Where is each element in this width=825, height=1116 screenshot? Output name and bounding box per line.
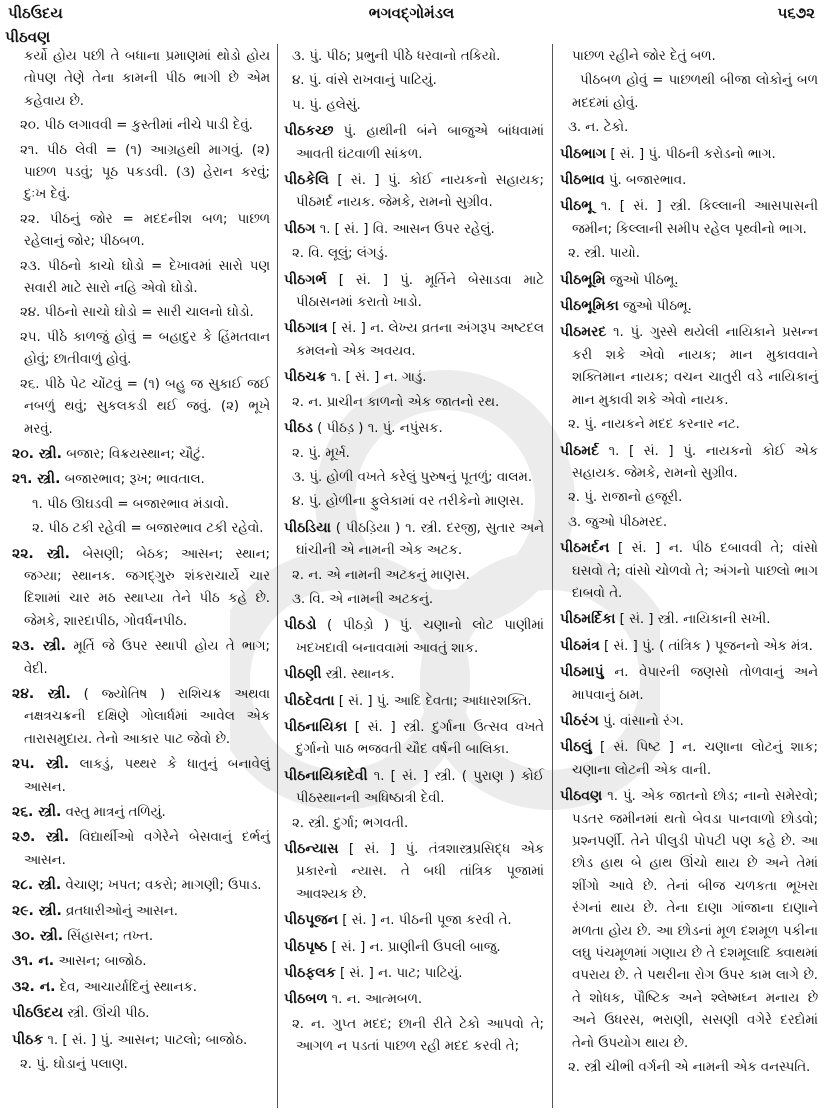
headword: ૨૧. સ્ત્રી. — [12, 471, 61, 488]
headword: ૩૧. ન. — [12, 953, 55, 970]
entry-sense — [12, 683, 270, 751]
entry-sense — [560, 414, 818, 436]
dictionary-entry — [12, 1029, 270, 1052]
entry-sense — [12, 443, 270, 466]
column-divider — [552, 44, 553, 1108]
headword: પીઠપૃષ્ઠ — [284, 938, 328, 955]
definition-text: ૨. પું. રાજાનો હજૂરી. — [568, 490, 683, 506]
dictionary-entry — [12, 1002, 270, 1025]
headword: પીઠમર્દ — [560, 442, 599, 459]
column-1 — [12, 46, 270, 1078]
entry-sense — [12, 46, 270, 113]
definition-text: ( પીઠડ઼િયા ) ૧. સ્ત્રી. દરજી, સુતાર અને ઘાંચીની એ નામની એક અટક. — [296, 520, 544, 559]
headword: ૩૦. સ્ત્રી. — [12, 928, 64, 945]
definition-text: [ સં. ] ન. પીઠ દબાવવી તે; વાંસો ઘસવો તે; વાંસો ચોળવો તે; અંગનો પાછલો ભાગ દાબવો તે. — [572, 541, 819, 601]
headword: પીઠન્યાસ — [284, 841, 339, 857]
entry-sense — [284, 467, 544, 489]
definition-text: સ્ત્રી. સ્થાનક. — [325, 667, 395, 683]
dictionary-entry — [560, 440, 818, 486]
headword: પીઠપૂજન — [284, 912, 338, 929]
headword: પીઠગાત્ર — [284, 320, 328, 337]
dictionary-entry — [560, 169, 818, 192]
headword: પીઠચક્ર — [284, 369, 327, 386]
dictionary-entry — [284, 716, 544, 762]
dictionary-entry — [560, 785, 818, 1055]
dictionary-entry — [560, 321, 818, 412]
entry-sense — [12, 635, 270, 681]
entry-sense — [12, 874, 270, 897]
entry-sense — [12, 950, 270, 973]
entry-sense — [12, 900, 270, 923]
book-title: ભગવદ્ગોમંડલ — [368, 4, 455, 22]
entry-sense — [284, 243, 544, 265]
dictionary-entry — [284, 218, 544, 241]
definition-text: પું. હાથીની બંને બાજુએ બાંધવામાં આવતી ઘંટવાળી સાંકળ. — [296, 124, 544, 162]
column-3 — [560, 46, 818, 1081]
definition-text: ૨૦. પીઠ લગાવવી = કુસ્તીમાં નીચે પાડી દેવું. — [20, 118, 253, 134]
definition-text: [ સં. ] પું. મૂર્તિને બેસાડવા માટે પીઠાસનમાં કરાતો ખાડો. — [296, 272, 544, 311]
dictionary-entry — [284, 269, 544, 315]
dictionary-entry — [284, 169, 544, 215]
headword: પીઠભૂમિ — [560, 271, 606, 288]
dictionary-entry — [560, 736, 818, 782]
headword: ૨૩. સ્ત્રી. — [12, 638, 66, 655]
dictionary-entry — [284, 317, 544, 363]
dictionary-entry — [560, 295, 818, 318]
entry-sense — [284, 1014, 544, 1059]
definition-text: સ્ત્રી. ઊંચી પીઠ. — [67, 1006, 150, 1022]
definition-text: ૧. પું. એક જાતનો છોડ; નાનો સમેરવો; પડતર જમીનમાં થતો બેવડા પાનવાળો છોડવો; પ્રશ્નપર્ણી. તેને પીલુડી પોપટી પણ કહે છે. આ છોડ હાથ બે હાથ ઊંચો થાય છે અને તેમાં શીંગો આવે છે. તેનાં બીજ ચળકતા ભૂખરા રંગનાં થાય છે. તેના દાણા ગાંજાના દાણાને મળતા હોય છે. આ છોડનાં મૂળ દશમૂળ પકીના લઘુ પંચમૂળમાં ગણાય છે તે દશમૂલાદિ ક્વાથમાં વપરાય છે. તે પથરીના રોગ ઉપર કામ લાગે છે. તે શોધક, પૌષ્ટિક અને શ્લેષ્મઘ્ન મનાય છે અને ઉધરસ, ભરાણી, સસણી વગેરે દરદોમાં તેનો ઉપયોગ થાય છે. — [572, 789, 818, 1051]
dictionary-entry — [284, 765, 544, 811]
definition-text: લાકડું, પથ્થર કે ધાતુનું બનાવેલું આસન. — [24, 757, 270, 795]
definition-text: વસ્તુ માત્રનું તળિયું. — [65, 805, 166, 820]
headword: ૨૯. સ્ત્રી. — [12, 902, 62, 919]
entry-sense — [12, 518, 270, 540]
definition-text: બજાર; વિક્રયસ્થાન; ચૌટું. — [66, 446, 206, 462]
entry-sense — [560, 70, 818, 115]
definition-text: [ સં. ] ન. પાટ; પાટિયું. — [339, 966, 463, 982]
running-header — [8, 4, 815, 26]
headword: પીઠબળ — [284, 991, 328, 1008]
headword: પીઠભાગ — [560, 145, 607, 162]
entry-sense — [12, 826, 270, 872]
definition-text: ૧. [ સં. ] પું. નાયકનો કોઈ એક સહાયક. જેમકે, રામનો સુગ્રીવ. — [572, 443, 819, 481]
entry-sense — [560, 1057, 818, 1079]
dictionary-entry — [560, 608, 818, 631]
entry-sense — [12, 753, 270, 799]
headword: પીઠભાવ — [560, 172, 605, 189]
definition-text: [ સં. ] સ્ત્રી. દુર્ગાના ઉત્સવ વખતે દુર્ગાનો પાઠ ભજવતી ચૌદ વર્ષની બાલિકા. — [296, 719, 544, 758]
definition-text: ૨. સ્ત્રી ચીભી વર્ગની એ નામની એક વનસ્પતિ. — [568, 1060, 811, 1076]
entry-sense — [12, 256, 270, 301]
entry-sense — [560, 117, 818, 139]
definition-text: ૨૧. પીઠ લેવી = (૧) આગ્રહથી માગવું. (૨) પાછળ પડવું; પૂઠ પકડવી. (૩) હેરાન કરવું; દુઃખ દેવું. — [20, 142, 270, 203]
headword: પીઠમંત્ર — [560, 637, 600, 654]
headword: પીઠનાયિકા — [284, 718, 348, 735]
definition-text: [ સં. ] પું. ( તાંત્રિક ) પૂજનનો એક મંત્ર. — [603, 638, 813, 654]
definition-text: ૩. પું. પીઠ; પ્રભુની પીઠે ધરવાનો તકિયો. — [292, 49, 501, 64]
headword: ૨૫. સ્ત્રી. — [12, 756, 70, 773]
dictionary-entry — [284, 614, 544, 660]
entry-sense — [560, 243, 818, 265]
definition-text: વિદ્યાર્થીઓ વગેરેને બેસવાનું દર્ભનું આસન. — [24, 830, 270, 868]
definition-text: ( પીઠડ઼ ) ૧. પું. નપુંસક. — [317, 421, 443, 437]
definition-text: બજારભાવ; રૂખ; ભાવતાલ. — [64, 472, 205, 488]
headword: પીઠલું — [560, 739, 592, 756]
definition-text: [ સં. ] સ્ત્રી. નાયિકાની સખી. — [619, 612, 771, 628]
definition-text: કર્યો હોય પછી તે બધાના પ્રમાણમાં થોડો હોય તોપણ તેણે તેના કામની પીઠ ભાગી છે એમ કહેવાય છે. — [24, 49, 270, 109]
dictionary-entry — [284, 909, 544, 932]
definition-text: ૩. જુઓ પીઠમરદ. — [568, 514, 668, 530]
headword: પીઠનાયિકાદેવી — [284, 767, 368, 784]
right-guide-word: પીઠવણ — [5, 28, 51, 46]
headword: પીઠવણ — [560, 788, 603, 805]
column-divider — [277, 44, 278, 1108]
definition-text: ૨. પું. ઘોડાનું પલાણ. — [20, 1057, 128, 1073]
definition-text: ૨. પીઠ ટકી રહેવી = બજારભાવ ટકી રહેવો. — [32, 521, 264, 537]
entry-sense — [12, 801, 270, 824]
entry-sense — [12, 925, 270, 948]
definition-text: ૨. ન. ગુપ્ત મદદ; છાની રીતે ટેકો આપવો તે; આગળ ન પડતાં પાછળ રહી મદદ કરવી તે; — [292, 1016, 544, 1055]
definition-text: ૨૬. પીઠે પેટ ચોંટવું = (૧) બહુ જ સુકાઈ જઈ નબળું થવું; સુકલકડી થઈ જવું. (૨) ભૂખે મરવું. — [20, 376, 270, 437]
headword: પીઠક — [12, 1031, 44, 1048]
entry-sense — [284, 443, 544, 465]
dictionary-entry — [560, 635, 818, 658]
definition-text: સિંહાસન; તખ્ત. — [67, 929, 154, 945]
definition-text: જુઓ પીઠભૂ. — [623, 299, 692, 315]
dictionary-entry — [284, 690, 544, 713]
dictionary-entry — [560, 661, 818, 707]
headword: પીઠભૂ — [560, 198, 593, 215]
definition-text: વ્રતધારીઓનું આસન. — [66, 903, 178, 919]
definition-text: ૨. વિ. લૂલું; લંગડું. — [292, 246, 389, 262]
definition-text: મૂર્તિ જે ઉપર સ્થાપી હોય તે ભાગ; વેદી. — [24, 639, 270, 677]
definition-text: ૧. [ સં. ] સ્ત્રી. કિલ્લાની આસપાસની જમીન; કિલ્લાની સમીપ રહેલ પૃથ્વીનો ભાગ. — [572, 199, 818, 237]
dictionary-entry — [560, 269, 818, 292]
dictionary-entry — [284, 936, 544, 959]
definition-text: [ સં. ] પું. કોઈ નાયકનો સહાયક; પીઠમર્દ નાયક. જેમકે, રામનો સુગ્રીવ. — [296, 173, 544, 211]
definition-text: ૨. ન. પ્રાચીન કાળનો એક જાતનો રથ. — [292, 394, 500, 410]
definition-text: [ સં. ] ન. લેખ્ય વ્રતના અંગરૂપ અષ્ટદલ કમલનો એક અવયવ. — [296, 321, 544, 359]
definition-text: ૩. ન. ટેકો. — [568, 120, 629, 136]
dictionary-entry — [284, 962, 544, 985]
definition-text: ૪. પું. વાંસે રાખવાનું પાટિયું. — [292, 73, 437, 89]
definition-text: ૨૫. પીઠે કાળજું હોવું = બહાદુર કે હિંમતવાન હોવું; છાતીવાળું હોવું. — [20, 329, 270, 368]
definition-text: આસન; બાજોઠ. — [58, 954, 147, 970]
entry-sense — [12, 543, 270, 634]
entry-sense — [12, 115, 270, 137]
entry-sense — [12, 374, 270, 441]
entry-sense — [284, 491, 544, 513]
headword: પીઠગર્ભ — [284, 271, 327, 288]
definition-text: પું. બજારભાવ. — [608, 173, 687, 189]
column-2 — [284, 46, 544, 1061]
headword: ૨૭. સ્ત્રી. — [12, 829, 70, 846]
definition-text: [ સં. ] પું. આદિ દેવતા; આધારશક્તિ. — [338, 693, 532, 709]
definition-text: ૧. [ સં. ] સ્ત્રી. ( પુરાણ ) કોઈ પીઠસ્થાનની અધિષ્ઠાત્રી દેવી. — [296, 768, 545, 807]
dictionary-entry — [284, 663, 544, 686]
headword: પીઠકેલિ — [284, 172, 329, 189]
headword: પીઠણી — [284, 666, 322, 683]
definition-text: ૩. વિ. એ નામની અટકનું. — [292, 591, 434, 607]
dictionary-entry — [560, 195, 818, 241]
definition-text: ૨૪. પીઠનો સાચો ઘોડો = સારી ચાલનો ઘોડો. — [20, 305, 254, 321]
entry-sense — [284, 70, 544, 92]
definition-text: ૧. પું. ગુસ્સે થયેલી નાયિકાને પ્રસન્ન કરી શકે એવો નાયક; માન મુકાવવાને શક્તિમાન નાયક; વચન ચાતુરી વડે નાયિકાનું માન મુકાવી શકે એવો નાયક. — [572, 325, 818, 408]
entry-sense — [560, 512, 818, 534]
definition-text: વેચાણ; ખપત; વકરો; માગણી; ઉપાડ. — [65, 878, 262, 894]
headword: પીઠડિયા — [284, 519, 331, 536]
entry-sense — [12, 302, 270, 324]
definition-text: ૨૨. પીઠનું જોર = મદદનીશ બળ; પાછળ રહેલાનું જોર; પીઠબળ. — [20, 211, 270, 250]
entry-sense — [12, 468, 270, 491]
headword: પીઠમરદ — [560, 324, 607, 341]
definition-text: ૧. પીઠ ઊઘડવી = બજારભાવ મંડાવો. — [32, 496, 229, 512]
entry-sense — [12, 976, 270, 999]
definition-text: ૨૩. પીઠનો કાચો ઘોડો = દેખાવમાં સારો પણ સવારી માટે સારો નહિ એવો ઘોડો. — [20, 258, 270, 297]
dictionary-entry — [284, 120, 544, 166]
headword: પીઠમર્દિકા — [560, 611, 616, 628]
headword: પીઠમર્દન — [560, 540, 610, 557]
dictionary-entry — [560, 537, 818, 605]
dictionary-entry — [284, 517, 544, 563]
headword: પીઠકચ્છ — [284, 123, 334, 140]
entry-sense — [284, 392, 544, 414]
headword: ૩૨. ન. — [12, 978, 56, 995]
definition-text: ૧. [ સં. ] પું. આસન; પાટલો; બાજોઠ. — [47, 1032, 248, 1048]
entry-sense — [284, 813, 544, 835]
definition-text: ૫. પું. હલેસું. — [292, 97, 361, 113]
entry-sense — [284, 46, 544, 68]
headword: પીઠઉદય — [12, 1005, 64, 1022]
definition-text: ( જ્યોતિષ ) રાશિચક્ર અથવા નક્ષત્રચક્રની દક્ષિણે ગોલાર્ધમાં આવેલ એક તારાસમુદાય. તેનો આકાર પાટ જેવો છે. — [24, 686, 270, 747]
headword: પીઠડો — [284, 617, 317, 634]
definition-text: ન. વેપારની જણસો તોળવાનું અને માપવાનું ઠામ. — [572, 665, 818, 703]
definition-text: ૪. પું. હોળીના ફુલેકામાં વર તરીકેનો માણસ. — [292, 494, 525, 510]
definition-text: ૧. ન. આત્મબળ. — [331, 992, 423, 1008]
definition-text: ૨. પું. મૂર્ખ. — [292, 445, 350, 461]
entry-sense — [12, 494, 270, 516]
dictionary-entry — [560, 143, 818, 166]
definition-text: [ સં. ] પું. તંત્રશાસ્ત્રપ્રસિદ્ધ એક પ્રકારનો ન્યાસ. તે બધી તાંત્રિક પૂજામાં આવશ્યક છે. — [296, 842, 544, 902]
headword: પીઠગ — [284, 220, 316, 237]
headword: પીઠદેવતા — [284, 692, 335, 709]
entry-sense — [560, 46, 818, 68]
definition-text: [ સં. ] ન. પ્રાણીની ઉપલી બાજુ. — [331, 939, 501, 955]
definition-text: ૧. [ સં. ] વિ. આસન ઉપર રહેલું. — [319, 221, 495, 237]
dictionary-entry — [284, 417, 544, 440]
definition-text: ( પીઠડ઼ો ) પું. ચણાનો લોટ પાણીમાં ખદખદાવી બનાવવામાં આવતું શાક. — [296, 618, 544, 656]
entry-sense — [284, 565, 544, 587]
dictionary-entry — [284, 366, 544, 389]
dictionary-entry — [560, 710, 818, 733]
definition-text: બેસણી; બેઠક; આસન; સ્થાન; જગ્યા; સ્થાનક. જગદ્ગુરુ શંકરાચાર્યે ચાર દિશામાં ચાર મઠ સ્થાપ્યા તેને પીઠ કહે છે. જેમકે, શારદાપીઠ, ગોવર્ધનપીઠ. — [24, 546, 270, 629]
definition-text: ૨. પું. નાયકને મદદ કરનાર નટ. — [568, 417, 740, 433]
definition-text: જુઓ પીઠભૂ. — [609, 272, 679, 288]
entry-sense — [12, 140, 270, 207]
entry-sense — [560, 487, 818, 509]
headword: ૨૦. સ્ત્રી. — [12, 445, 62, 462]
dictionary-entry — [284, 988, 544, 1011]
headword: ૨૮. સ્ત્રી. — [12, 877, 62, 894]
entry-sense — [284, 589, 544, 611]
headword: પીઠફલક — [284, 965, 336, 982]
headword: ૨૬. સ્ત્રી. — [12, 804, 62, 820]
entry-sense — [12, 327, 270, 372]
definition-text: ૩. પું. હોળી વખતે કરેલું પુરુષનું પૂતળું; વાલમ. — [292, 469, 533, 485]
definition-text: [ સં. ] ન. પીઠની પૂજા કરવી તે. — [342, 913, 512, 929]
page-number: ૫૬૭૨ — [777, 4, 815, 22]
definition-text: ૨. ન. એ નામની અટકનું માણસ. — [292, 567, 470, 583]
headword: પીઠરંગ — [560, 712, 599, 729]
definition-text: ૨. સ્ત્રી. દુર્ગા; ભગવતી. — [292, 815, 409, 831]
entry-sense — [12, 209, 270, 254]
definition-text: ૨. સ્ત્રી. પાયો. — [568, 246, 640, 262]
left-guide-word: પીઠઉદય — [8, 4, 63, 22]
definition-text: પું. વાંસાનો રંગ. — [602, 713, 684, 729]
definition-text: [ સં. પિષ્ટ ] ન. ચણાના લોટનું શાક; ચણાના લોટની એક વાની. — [572, 740, 818, 778]
headword: પીઠમાપું — [560, 664, 604, 681]
definition-text: પીઠબળ હોવું = પાછળથી બીજા લોકોનું બળ મદદમાં હોવું. — [572, 73, 818, 111]
headword: પીઠભૂમિકા — [560, 298, 619, 315]
definition-text: ૧. [ સં. ] ન. ગાડું. — [330, 370, 427, 386]
entry-sense — [12, 1054, 270, 1076]
headword: ૨૪. સ્ત્રી. — [12, 685, 71, 702]
headword: ૨૨. સ્ત્રી. — [12, 545, 70, 562]
dictionary-entry — [284, 838, 544, 906]
headword: પીઠડ — [284, 420, 313, 437]
definition-text: દેવ, આચાર્યાદિનું સ્થાનક. — [59, 979, 197, 995]
entry-sense — [284, 95, 544, 117]
definition-text: [ સં. ] પું. પીઠની કરોડનો ભાગ. — [610, 146, 776, 162]
definition-text: પાછળ રહીને જોર દેતું બળ. — [572, 49, 716, 64]
